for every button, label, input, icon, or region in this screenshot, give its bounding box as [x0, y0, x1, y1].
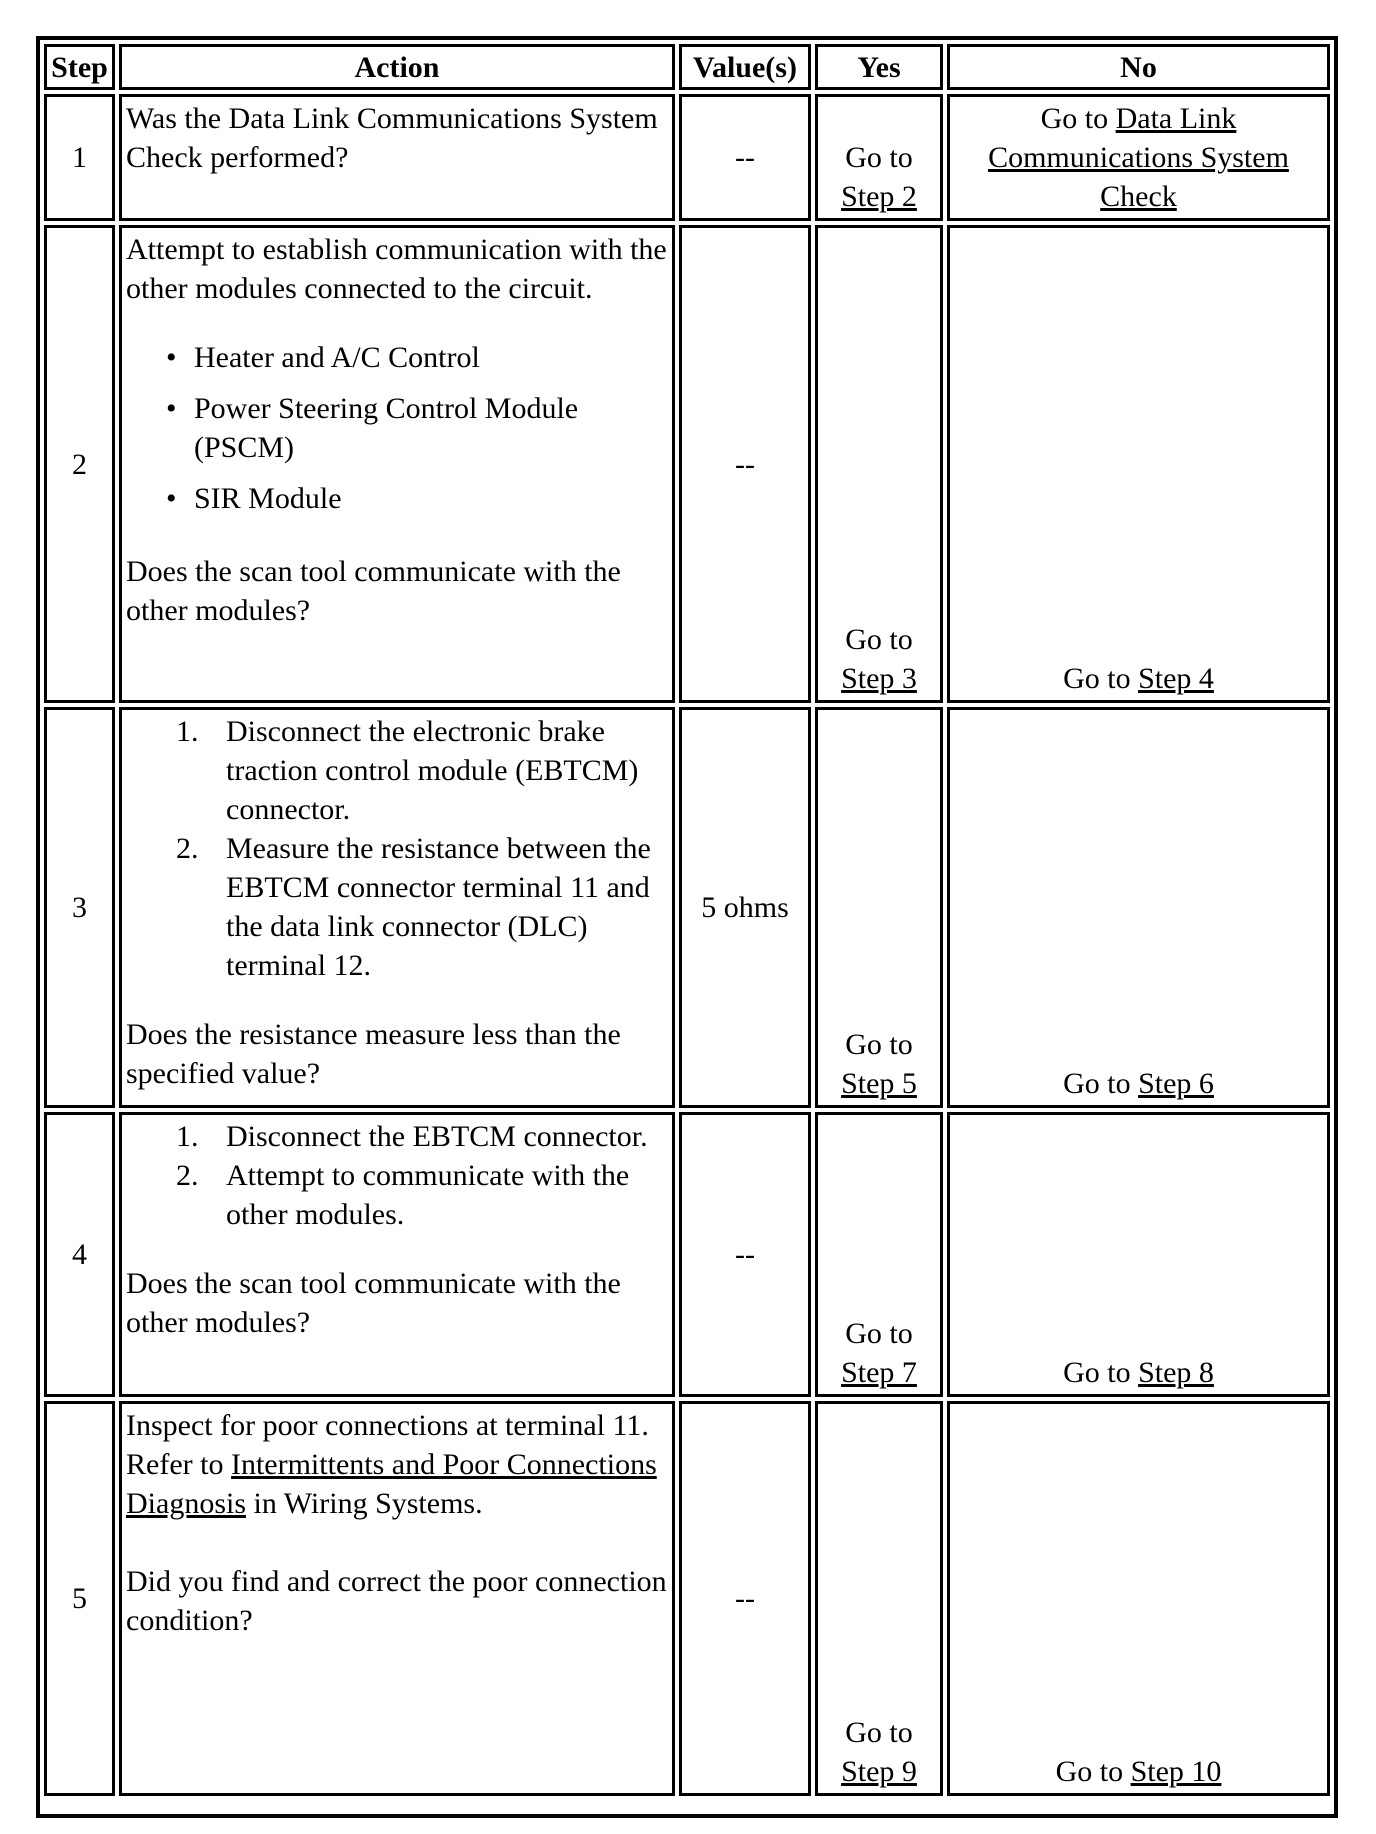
no-link[interactable]: Data Link Communications System Check	[988, 102, 1289, 213]
yes-prefix: Go to	[845, 623, 913, 656]
yes-cell	[815, 225, 943, 703]
no-prefix: Go to	[1040, 102, 1109, 135]
step-number: 3	[44, 707, 115, 1108]
no-cell	[947, 225, 1330, 703]
yes-prefix: Go to	[845, 141, 913, 174]
list-item: 2. Attempt to communicate with the other modules.	[176, 1159, 630, 1231]
action-cell	[119, 1401, 675, 1796]
action-question: Does the scan tool communicate with the other modules?	[126, 1267, 621, 1339]
module-list	[126, 338, 668, 518]
yes-link[interactable]: Step 3	[841, 662, 917, 695]
action-question: Does the scan tool communicate with the other modules?	[126, 555, 621, 627]
table-row	[44, 707, 1330, 1108]
yes-cell	[815, 707, 943, 1108]
action-intro: Attempt to establish communication with the other modules connected to the circuit.	[126, 233, 667, 305]
yes-prefix: Go to	[845, 1317, 913, 1350]
bullet-icon: •	[166, 482, 177, 515]
yes-link[interactable]: Step 7	[841, 1356, 917, 1389]
yes-link[interactable]: Step 5	[841, 1067, 917, 1100]
yes-prefix: Go to	[845, 1716, 913, 1749]
list-item: • Power Steering Control Module (PSCM)	[194, 389, 668, 467]
no-cell	[947, 1112, 1330, 1397]
list-item: • SIR Module	[194, 479, 668, 518]
action-question: Did you find and correct the poor connection condition?	[126, 1565, 667, 1637]
yes-link[interactable]: Step 2	[841, 180, 917, 213]
step-number: 1	[44, 94, 115, 221]
action-cell	[119, 707, 675, 1108]
header-no: No	[947, 44, 1330, 90]
header-values: Value(s)	[679, 44, 811, 90]
table-row	[44, 94, 1330, 221]
no-cell	[947, 707, 1330, 1108]
yes-link[interactable]: Step 9	[841, 1755, 917, 1788]
value-cell: --	[679, 1401, 811, 1796]
action-cell	[119, 94, 675, 221]
procedure-list	[126, 1117, 668, 1234]
step-number: 5	[44, 1401, 115, 1796]
action-text: Inspect for poor connections at terminal 11. Refer to Intermittents and Poor Connections Diagnosis in Wiring Systems.	[126, 1409, 657, 1520]
list-item: 2. Measure the resistance between the EBTCM connector terminal 11 and the data link connector (DLC) terminal 12.	[176, 832, 651, 982]
header-step: Step	[44, 44, 115, 90]
header-row	[44, 44, 1330, 90]
bullet-icon: •	[166, 392, 177, 425]
value-cell: 5 ohms	[679, 707, 811, 1108]
step-number: 4	[44, 1112, 115, 1397]
wiring-diagnosis-link[interactable]: Intermittents and Poor Connections Diagnosis	[126, 1448, 657, 1520]
no-prefix: Go to	[1063, 1067, 1131, 1100]
no-cell	[947, 94, 1330, 221]
header-yes: Yes	[815, 44, 943, 90]
table-row	[44, 1401, 1330, 1796]
value-cell: --	[679, 94, 811, 221]
yes-cell	[815, 94, 943, 221]
action-cell	[119, 1112, 675, 1397]
header-action: Action	[119, 44, 675, 90]
yes-prefix: Go to	[845, 1028, 913, 1061]
no-link[interactable]: Step 10	[1130, 1755, 1222, 1788]
list-item: 1. Disconnect the electronic brake traction control module (EBTCM) connector.	[176, 715, 639, 826]
action-cell	[119, 225, 675, 703]
list-item: 1. Disconnect the EBTCM connector.	[176, 1120, 648, 1153]
no-link[interactable]: Step 4	[1138, 662, 1214, 695]
no-link[interactable]: Step 6	[1138, 1067, 1214, 1100]
value-cell: --	[679, 1112, 811, 1397]
procedure-list	[126, 712, 668, 985]
no-prefix: Go to	[1063, 662, 1131, 695]
step-number: 2	[44, 225, 115, 703]
value-cell: --	[679, 225, 811, 703]
no-cell	[947, 1401, 1330, 1796]
yes-cell	[815, 1401, 943, 1796]
action-question: Does the resistance measure less than the specified value?	[126, 1018, 621, 1090]
action-text: Was the Data Link Communications System Check performed?	[126, 102, 658, 174]
table-row	[44, 1112, 1330, 1397]
yes-cell	[815, 1112, 943, 1397]
bullet-icon: •	[166, 341, 177, 374]
no-link[interactable]: Step 8	[1138, 1356, 1214, 1389]
diagnostic-table	[40, 40, 1334, 1800]
no-prefix: Go to	[1055, 1755, 1124, 1788]
table-row	[44, 225, 1330, 703]
list-item: • Heater and A/C Control	[194, 338, 668, 377]
no-prefix: Go to	[1063, 1356, 1131, 1389]
